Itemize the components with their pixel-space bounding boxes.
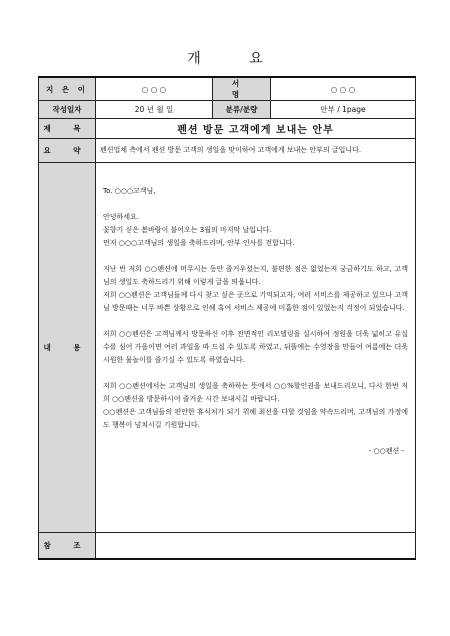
greeting-line-1: 안녕하세요.: [103, 213, 140, 221]
category-label: 분류/분량: [213, 101, 271, 119]
notes-label: 참 조: [39, 533, 96, 559]
signature-value: ○ ○ ○: [271, 77, 416, 101]
author-row: [39, 77, 416, 101]
signature-line: - ○○펜션 -: [368, 447, 404, 455]
greeting-line-3: 먼저 ○○○고객님의 생일을 축하드리며, 안부 인사를 전합니다.: [103, 239, 295, 247]
content-label: 내 용: [39, 163, 96, 533]
date-row: [39, 101, 416, 119]
subject-value: 펜션 방문 고객에게 보내는 안부: [96, 119, 416, 139]
subject-row: [39, 119, 416, 139]
salutation: To. ○○○고객님,: [103, 187, 156, 195]
date-label: 작성일자: [39, 101, 96, 119]
greeting-line-2: 꽃향기 싣은 봄바람이 불어오는 3월의 마지막 날입니다.: [103, 226, 272, 234]
document-table: [38, 76, 416, 560]
date-value: 20 년 월 일: [96, 101, 213, 119]
paragraph-3b: ○○펜션은 고객님들의 편안한 휴식처가 되기 위해 최선을 다할 것임을 약속드리며, 고객님의 가정에도 행복이 넘치시길 기원합니다.: [103, 408, 408, 429]
summary-value: 펜션업체 측에서 펜션 방문 고객의 생일을 맞이하여 고객에게 보내는 안부의 글입니다.: [96, 139, 416, 163]
paragraph-1a: 지난 번 저희 ○○펜션에 머무시는 동안 즐거우셨는지, 불편한 점은 없었는지 궁금하기도 하고, 고객님의 생일도 축하드리기 위해 이렇게 글을 띄웁니다.: [103, 265, 408, 286]
paragraph-2: 저희 ○○펜션은 고객님께서 방문하신 이후 전면적인 리모델링을 실시하여 정원을 더욱 넓히고 유실수를 심어 가을이면 여러 과일을 따 드실 수 있도록 하였고, 뒤뜰에는 수영장을 만들어 여름에는 더욱 시원한 물놀이를 즐기실 수 있도록 하였습니다.: [103, 330, 408, 364]
notes-value: [96, 533, 416, 559]
content-row: [39, 163, 416, 533]
author-label: 지 은 이: [39, 77, 96, 101]
page-title: 개 요: [187, 51, 285, 67]
category-value: 안부 / 1page: [271, 101, 416, 119]
signature-label: 서 명: [213, 77, 271, 101]
paragraph-1b: 저희 ○○펜션은 고객님들께 다시 찾고 싶은 곳으로 기억되고자, 여러 서비스를 제공하고 있으나 고객님 방문때는 너무 바쁜 상황으로 인해 혹여 서비스 제공에 미흡한 점이 있었는지 걱정이 되었습니다.: [103, 291, 408, 312]
summary-label: 요 약: [39, 139, 96, 163]
content-body: [96, 163, 416, 533]
author-value: ○ ○ ○: [96, 77, 213, 101]
paragraph-3a: 저희 ○○펜션에서는 고객님의 생일을 축하하는 뜻에서 ○○%할인권을 보내드리오니, 다시 한번 저희 ○○펜션을 방문하시어 즐거운 시간 보내시길 바랍니다.: [103, 382, 408, 403]
notes-row: [39, 533, 416, 559]
summary-row: [39, 139, 416, 163]
subject-label: 제 목: [39, 119, 96, 139]
